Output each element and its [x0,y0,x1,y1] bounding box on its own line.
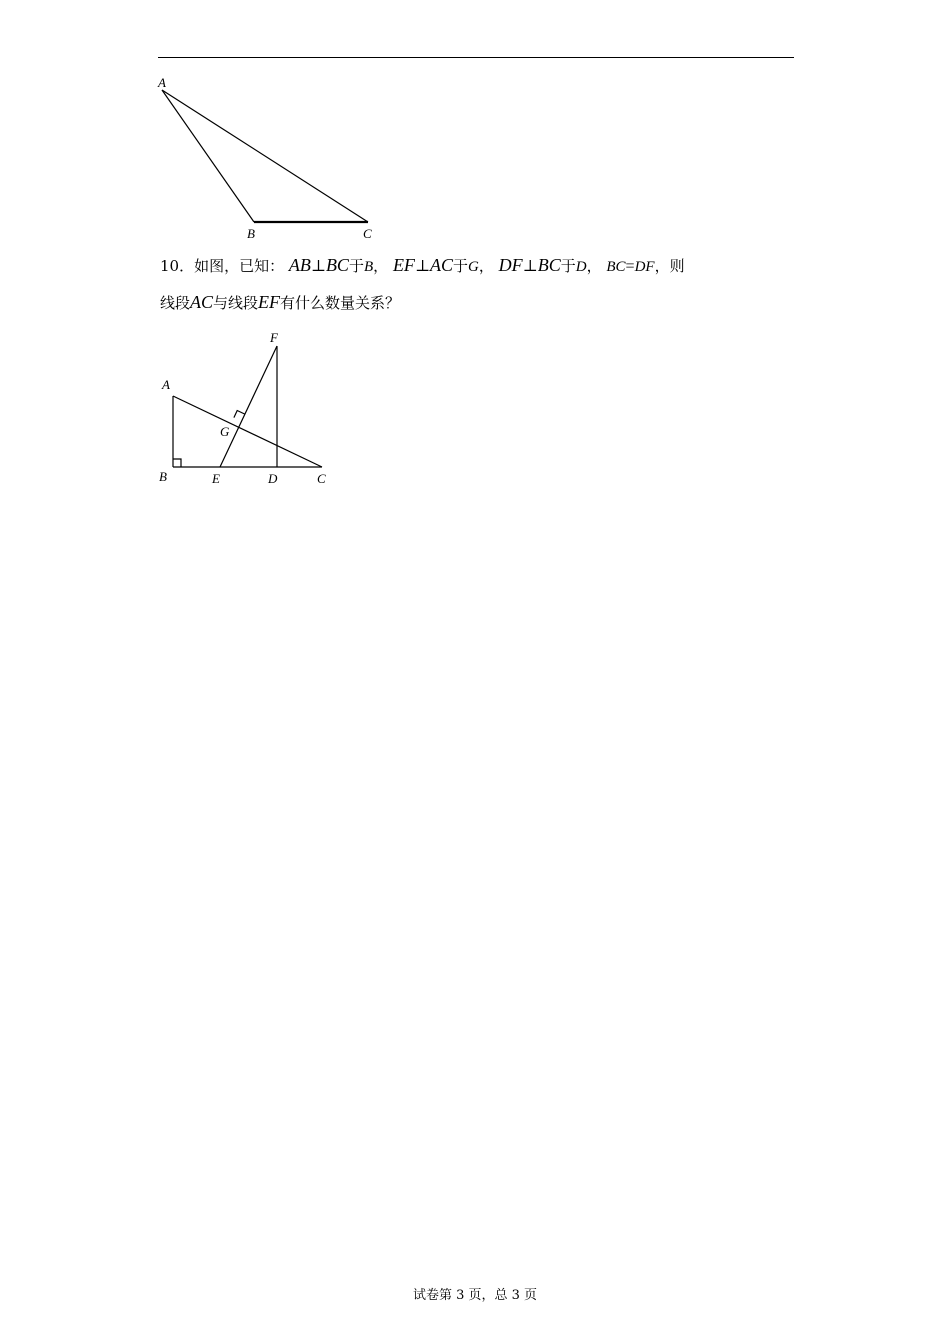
cond3-point: D [575,259,587,275]
right-angle-mark-b [173,459,181,467]
triangle-abc-figure [150,72,390,244]
sep-1: ， [373,257,389,275]
segment-ac [162,90,368,222]
eq-left: BC [606,259,626,275]
label-b: B [247,226,255,241]
question-10-line-1 [160,255,685,277]
sep-2: ， [478,257,494,275]
label-g: G [220,424,230,439]
seg2-text: 与线段 [213,294,259,312]
question-then: 则 [669,257,685,275]
cond2-left: EF [392,255,415,275]
label-b: B [159,469,167,484]
cond3-perp: ⊥ [522,258,538,275]
cond3-yu: 于 [560,257,576,275]
cond2-right: AC [429,255,453,275]
seg1-name: AC [190,292,214,312]
cond2-point: G [468,259,479,275]
cond1-yu: 于 [348,257,364,275]
label-c: C [363,226,372,241]
cond1-left: AB [288,255,311,275]
segment-ac [173,396,322,467]
segment-ab [162,90,254,222]
eq-right: DF [634,259,655,275]
seg2-name: EF [258,292,281,312]
sep-4: ， [654,257,670,275]
cond3-left: DF [498,255,523,275]
cond2-perp: ⊥ [414,258,430,275]
header-rule [158,57,794,58]
cond2-yu: 于 [453,257,469,275]
question-number: 10． [160,257,195,275]
question-10-line-2 [160,292,400,313]
label-a: A [162,377,170,392]
segment-ef [220,346,277,467]
label-a: A [158,75,166,90]
seg1-text: 线段 [160,294,191,312]
cond1-point: B [363,259,374,275]
cond3-right: BC [537,255,561,275]
question-ask: 有什么数量关系？ [280,294,401,312]
label-c: C [317,471,326,486]
perpendicular-triangles-figure [150,326,350,496]
sep-3: ， [586,257,602,275]
eq-sign: = [625,258,635,275]
cond1-right: BC [325,255,349,275]
label-f: F [270,330,278,345]
page-footer: 试卷第 3 页，总 3 页 [412,1288,538,1303]
cond1-perp: ⊥ [310,258,326,275]
label-d: D [268,471,278,486]
right-angle-mark-g [234,411,245,418]
label-e: E [212,471,220,486]
question-intro: 如图，已知： [194,257,285,275]
